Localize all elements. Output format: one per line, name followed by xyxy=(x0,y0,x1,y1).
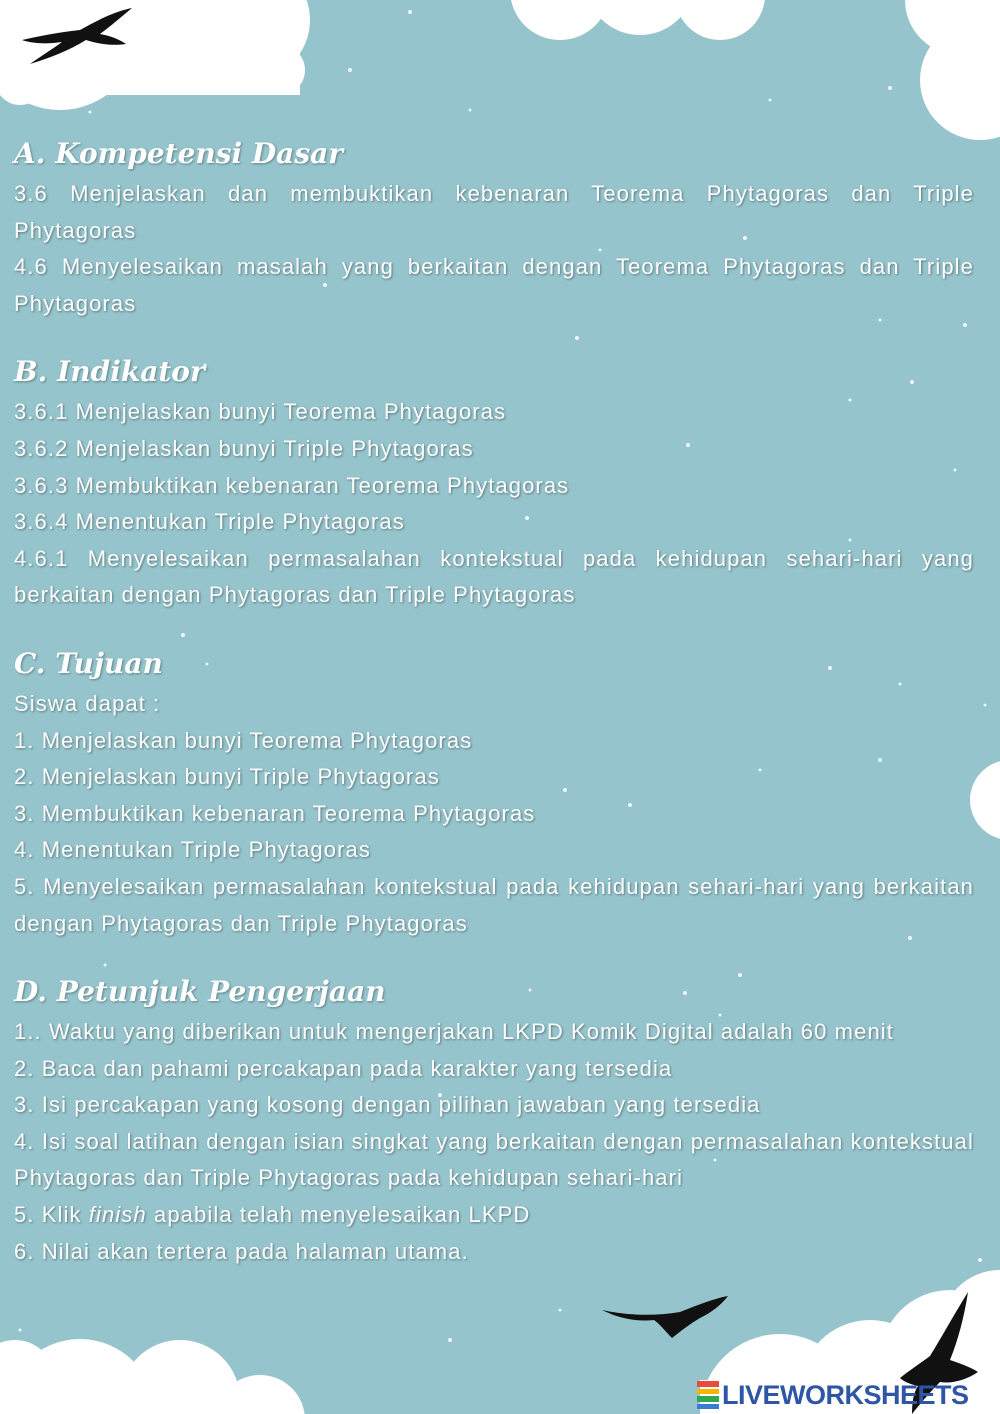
section-line: 3. Membuktikan kebenaran Teorema Phytagoras xyxy=(14,800,536,826)
section-line: Siswa dapat : xyxy=(14,690,161,716)
section-line: 4.6 Menyelesaikan masalah yang berkaitan dengan Teorema Phytagoras dan Triple Phytagoras xyxy=(14,254,974,316)
liveworksheets-logo[interactable] xyxy=(697,1378,969,1412)
finish-suffix: apabila telah menyelesaikan LKPD xyxy=(146,1202,531,1228)
cloud-bottom-left xyxy=(0,1339,305,1414)
section-line: 3. Isi percakapan yang kosong dengan pilihan jawaban yang tersedia xyxy=(14,1092,761,1118)
badge-stripe xyxy=(697,1381,719,1387)
finish-prefix: 5. Klik xyxy=(14,1202,89,1228)
section-heading: B. Indikator xyxy=(14,355,205,389)
section-indikator xyxy=(14,350,974,614)
liveworksheets-brand-text: LIVEWORKSHEETS xyxy=(722,1379,969,1410)
section-line: 2. Baca dan pahami percakapan pada karakter yang tersedia xyxy=(14,1055,673,1081)
section-line: 3.6.1 Menjelaskan bunyi Teorema Phytagoras xyxy=(14,399,507,425)
worksheet-content xyxy=(14,132,974,1298)
section-line: 2. Menjelaskan bunyi Triple Phytagoras xyxy=(14,764,440,790)
section-line: 1. Menjelaskan bunyi Teorema Phytagoras xyxy=(14,727,473,753)
liveworksheets-badge-icon xyxy=(697,1380,719,1410)
bird-bottom-middle xyxy=(602,1296,728,1338)
cloud-top-middle xyxy=(510,0,765,40)
section-tujuan xyxy=(14,642,974,942)
section-kompetensi-dasar xyxy=(14,132,974,322)
section-line: 3.6.2 Menjelaskan bunyi Triple Phytagoras xyxy=(14,435,474,461)
section-line: 6. Nilai akan tertera pada halaman utama. xyxy=(14,1238,469,1264)
section-line: 1.. Waktu yang diberikan untuk mengerjakan LKPD Komik Digital adalah 60 menit xyxy=(14,1019,894,1045)
section-heading: C. Tujuan xyxy=(14,646,163,680)
section-line: 5. Menyelesaikan permasalahan kontekstual pada kehidupan sehari-hari yang berkaitan dengan Phytagoras dan Triple Phytagoras xyxy=(14,873,974,936)
section-line: 3.6.3 Membuktikan kebenaran Teorema Phytagoras xyxy=(14,472,570,498)
section-heading: D. Petunjuk Pengerjaan xyxy=(14,975,386,1009)
finish-instruction xyxy=(14,1197,974,1234)
cloud-right xyxy=(970,760,1000,840)
section-line: 4. Isi soal latihan dengan isian singkat yang berkaitan dengan permasalahan kontekstual Phytagoras dan Triple Phytagoras pada kehidupan sehari-hari xyxy=(14,1128,974,1191)
cloud-top-right xyxy=(905,0,1000,140)
section-petunjuk-pengerjaan xyxy=(14,970,974,1270)
badge-stripe xyxy=(697,1404,719,1410)
section-line: 4.6.1 Menyelesaikan permasalahan kontekstual pada kehidupan sehari-hari yang berkaitan dengan Phytagoras dan Triple Phytagoras xyxy=(14,545,974,608)
section-line: 3.6 Menjelaskan dan membuktikan kebenaran Teorema Phytagoras dan Triple Phytagoras xyxy=(14,181,974,243)
section-heading: A. Kompetensi Dasar xyxy=(14,137,343,170)
finish-keyword: finish xyxy=(88,1202,147,1228)
section-line: 3.6.4 Menentukan Triple Phytagoras xyxy=(14,509,405,535)
badge-stripe xyxy=(697,1389,719,1395)
badge-stripe xyxy=(697,1396,719,1402)
section-line: 4. Menentukan Triple Phytagoras xyxy=(14,837,371,863)
